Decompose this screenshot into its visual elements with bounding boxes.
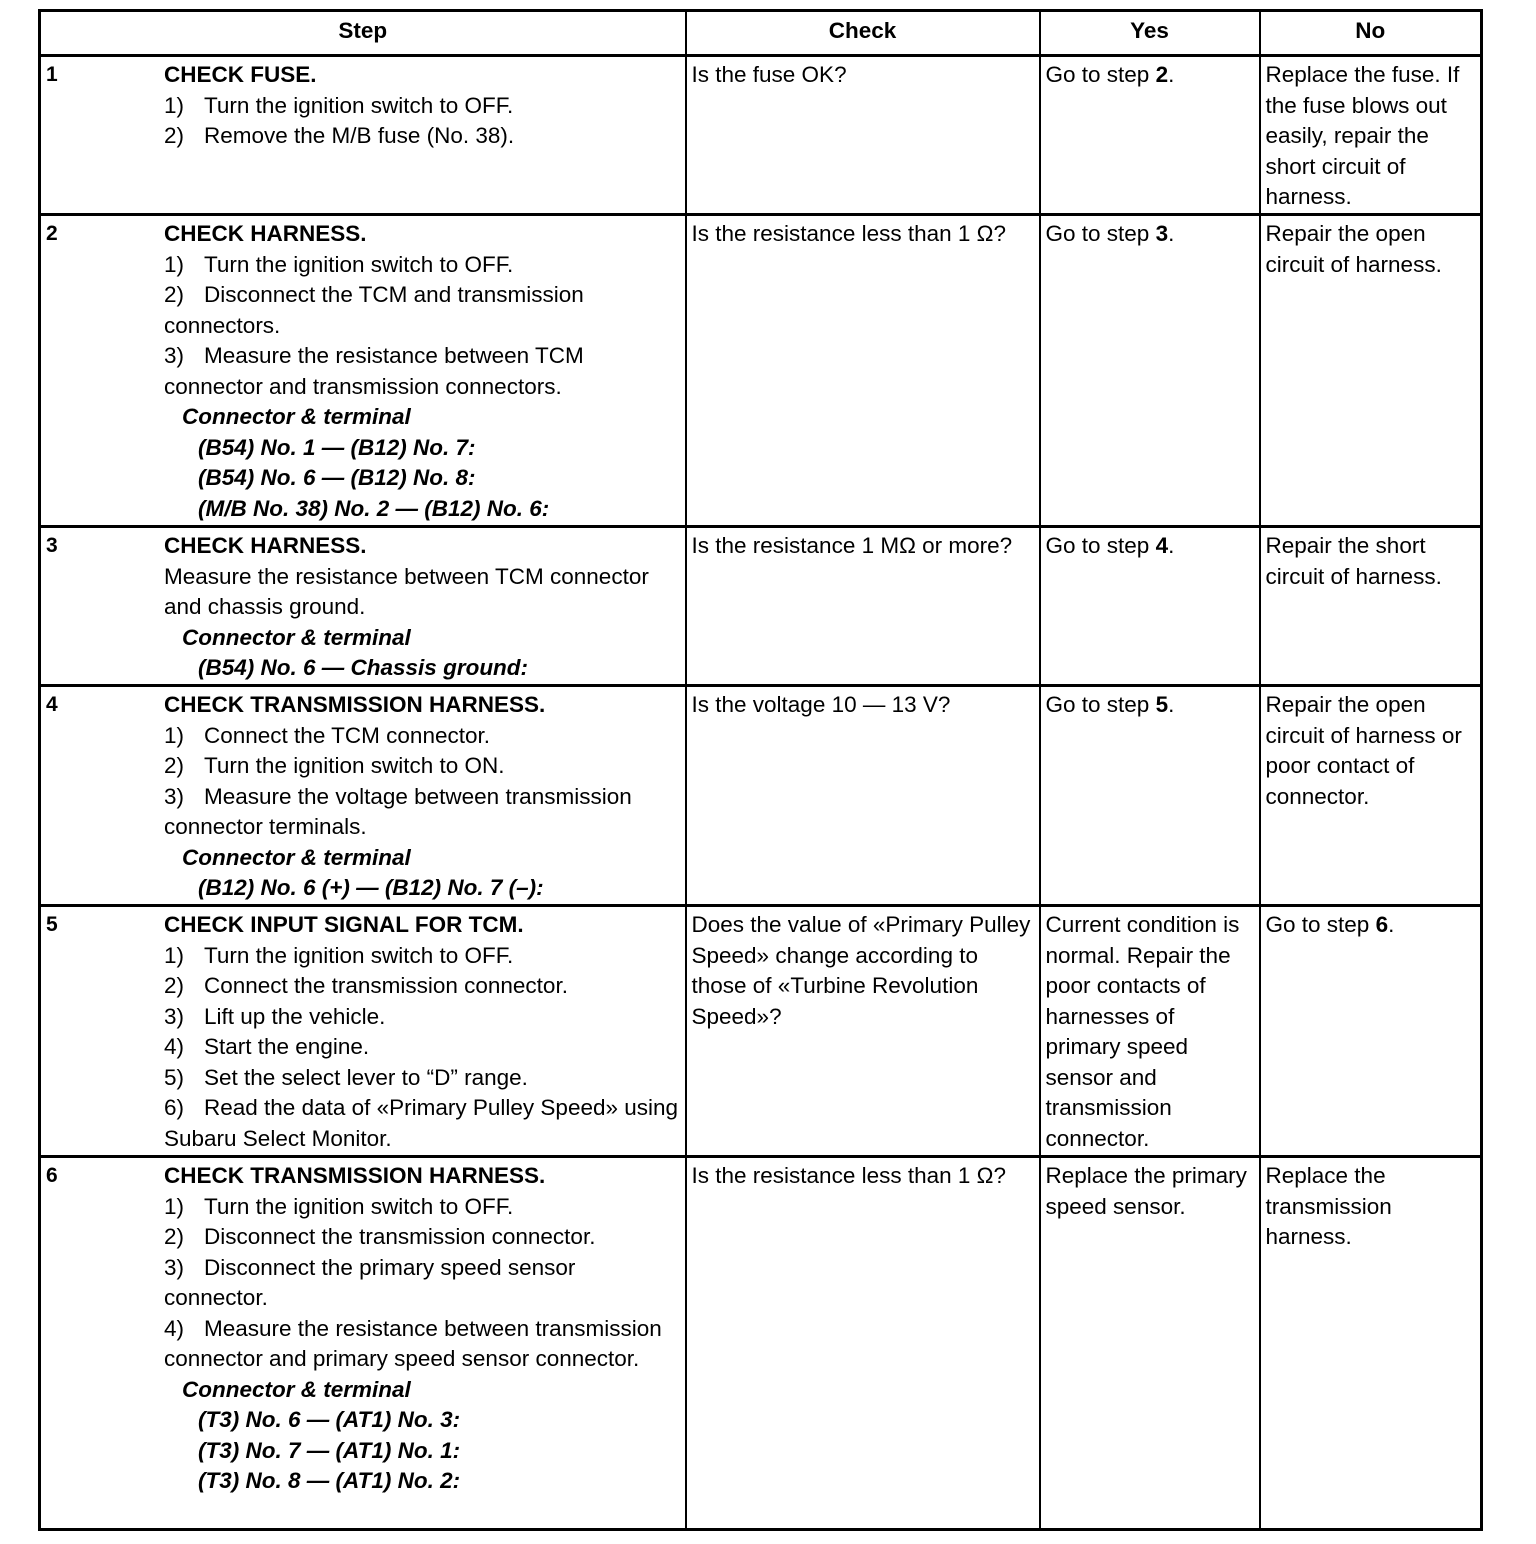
connector-terminal: (T3) No. 6 — (AT1) No. 3: (198, 1407, 461, 1432)
header-no: No (1260, 11, 1482, 56)
table-row (40, 215, 1482, 527)
header-step: Step (40, 11, 686, 56)
step-instruction: 1) Turn the ignition switch to OFF. (164, 92, 514, 118)
connector-terminal: (B54) No. 1 — (B12) No. 7: (198, 434, 476, 460)
step-instruction: 3) Lift up the vehicle. (164, 1003, 386, 1029)
connector-terminal: (B54) No. 6 — (B12) No. 8: (198, 465, 476, 490)
step-title: CHECK TRANSMISSION HARNESS. (164, 1163, 546, 1188)
step-number: 4 (46, 693, 58, 716)
check-cell: Is the resistance less than 1 Ω? (686, 1157, 1040, 1530)
step-title: CHECK INPUT SIGNAL FOR TCM. (164, 912, 524, 937)
step-instruction: 1) Turn the ignition switch to OFF. (164, 942, 514, 968)
step-cell (40, 906, 686, 1157)
step-instruction: 5) Set the select lever to “D” range. (164, 1064, 528, 1090)
step-cell (40, 1157, 686, 1530)
table-row (40, 56, 1482, 215)
connector-terminal: (B12) No. 6 (+) — (B12) No. 7 (–): (198, 875, 544, 900)
step-cell (40, 215, 686, 527)
step-title: CHECK HARNESS. (164, 533, 367, 558)
step-instruction: 1) Connect the TCM connector. (164, 722, 490, 748)
yes-cell: Replace the primary speed sensor. (1040, 1157, 1260, 1530)
step-instruction: 2) Turn the ignition switch to ON. (164, 753, 505, 778)
yes-cell: Go to step 2. (1040, 56, 1260, 215)
step-instruction: 2) Remove the M/B fuse (No. 38). (164, 123, 515, 148)
step-instruction: 3) Disconnect the primary speed sensor connector. (164, 1254, 576, 1310)
yes-cell: Go to step 4. (1040, 527, 1260, 686)
step-instruction: 2) Connect the transmission connector. (164, 973, 568, 998)
connector-heading: Connector & terminal (182, 1376, 411, 1402)
connector-terminal: (B54) No. 6 — Chassis ground: (198, 655, 529, 680)
step-instruction: 4) Start the engine. (164, 1034, 370, 1059)
header-yes: Yes (1040, 11, 1260, 56)
step-title: CHECK TRANSMISSION HARNESS. (164, 692, 546, 717)
connector-heading: Connector & terminal (182, 844, 411, 870)
step-cell (40, 56, 686, 215)
connector-terminal: (T3) No. 7 — (AT1) No. 1: (198, 1437, 461, 1463)
step-cell (40, 686, 686, 906)
no-cell: Repair the short circuit of harness. (1260, 527, 1482, 686)
connector-terminal: (M/B No. 38) No. 2 — (B12) No. 6: (198, 495, 550, 521)
no-cell: Replace the fuse. If the fuse blows out easily, repair the short circuit of harness. (1260, 56, 1482, 215)
step-cell (40, 527, 686, 686)
yes-cell: Go to step 3. (1040, 215, 1260, 527)
step-title: CHECK FUSE. (164, 62, 317, 87)
no-cell: Repair the open circuit of harness. (1260, 215, 1482, 527)
yes-cell: Current condition is normal. Repair the poor contacts of harnesses of primary speed sensor and transmission connector. (1040, 906, 1260, 1157)
check-cell: Does the value of «Primary Pulley Speed» change according to those of «Turbine Revolution Speed»? (686, 906, 1040, 1157)
step-title: CHECK HARNESS. (164, 221, 367, 246)
yes-cell: Go to step 5. (1040, 686, 1260, 906)
connector-heading: Connector & terminal (182, 404, 411, 429)
step-instruction: Measure the resistance between TCM connector and chassis ground. (164, 563, 649, 619)
no-cell: Repair the open circuit of harness or poor contact of connector. (1260, 686, 1482, 906)
step-number: 5 (46, 913, 58, 936)
step-instruction: 2) Disconnect the transmission connector. (164, 1224, 596, 1249)
check-cell: Is the resistance less than 1 Ω? (686, 215, 1040, 527)
no-cell: Replace the transmission harness. (1260, 1157, 1482, 1530)
table-row (40, 1157, 1482, 1530)
step-instruction: 6) Read the data of «Primary Pulley Speed» using Subaru Select Monitor. (164, 1095, 679, 1151)
table-row (40, 686, 1482, 906)
table-header-row (40, 11, 1482, 56)
step-instruction: 1) Turn the ignition switch to OFF. (164, 251, 514, 277)
step-number: 2 (46, 222, 58, 245)
step-instruction: 3) Measure the resistance between TCM connector and transmission connectors. (164, 343, 584, 399)
header-check: Check (686, 11, 1040, 56)
check-cell: Is the resistance 1 MΩ or more? (686, 527, 1040, 686)
connector-terminal: (T3) No. 8 — (AT1) No. 2: (198, 1468, 461, 1493)
check-cell: Is the fuse OK? (686, 56, 1040, 215)
step-number: 6 (46, 1164, 58, 1187)
step-instruction: 1) Turn the ignition switch to OFF. (164, 1193, 514, 1219)
no-cell: Go to step 6. (1260, 906, 1482, 1157)
step-instruction: 4) Measure the resistance between transmission connector and primary speed sensor connector. (164, 1315, 662, 1371)
table-row (40, 527, 1482, 686)
step-instruction: 2) Disconnect the TCM and transmission connectors. (164, 282, 584, 338)
diagnostic-table (38, 9, 1483, 1531)
table-row (40, 906, 1482, 1157)
connector-heading: Connector & terminal (182, 624, 411, 650)
step-number: 3 (46, 534, 58, 557)
check-cell: Is the voltage 10 — 13 V? (686, 686, 1040, 906)
step-instruction: 3) Measure the voltage between transmission connector terminals. (164, 783, 632, 839)
step-number: 1 (46, 63, 58, 86)
